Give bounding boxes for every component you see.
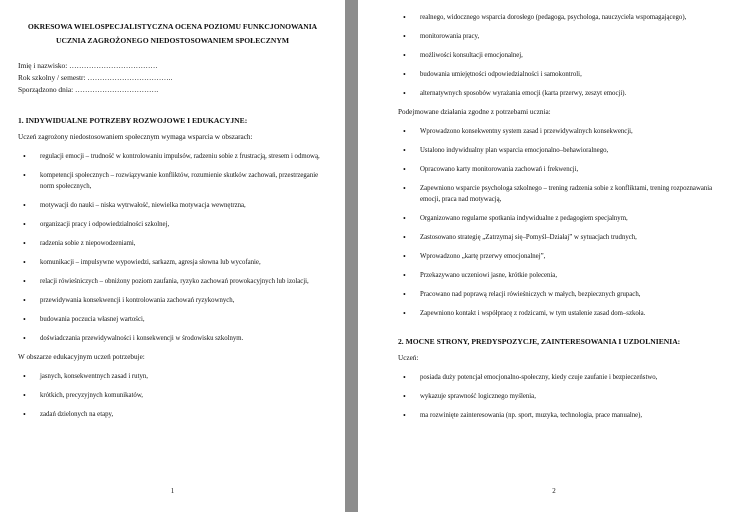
section-2-heading: 2. MOCNE STRONY, PREDYSPOZYCJE, ZAINTERESOWANIA I UZDOLNIENIA: [398,337,681,346]
needs-intro: Uczeń zagrożony niedostosowaniem społecznym wymaga wsparcia w obszarach: [18,133,253,141]
document-title: OKRESOWA WIELOSPECJALISTYCZNA OCENA POZIOMU FUNKCJONOWANIA UCZNIA ZAGROŻONEGO NIEDOSTOSOWANIEM SPOŁECZNYM [27,22,318,45]
list-item: • wykazuje sprawność logicznego myślenia, [398,391,730,402]
list-item: • kompetencji społecznych – rozwiązywanie konfliktów, rozumienie skutków zachowań, przestrzeganie norm społecznych, [18,170,327,192]
list-item: • ma rozwinięte zainteresowania (np. sport, muzyka, technologia, prace manualne), [398,410,730,421]
actions-intro: Podejmowane działania zgodne z potrzebami ucznia: [398,108,551,116]
list-item: • doświadczania przewidywalności i konsekwencji w środowisku szkolnym. [18,333,327,344]
list-item: • posiada duży potencjał emocjonalno-społeczny, kiedy czuje zaufanie i bezpieczeństwo, [398,372,730,383]
list-item: • krótkich, precyzyjnych komunikatów, [18,390,327,401]
continued-needs-list [398,12,730,99]
list-item: • alternatywnych sposobów wyrażania emocji (karta przerwy, zeszyt emocji). [398,88,730,99]
list-item: • Ustalono indywidualny plan wsparcia emocjonalno–behawioralnego, [398,145,730,156]
date-field: Sporządzono dnia: ……………………………. [18,85,159,94]
list-item: • motywacji do nauki – niska wytrwałość, niewielka motywacja wewnętrzna, [18,200,327,211]
page-number: 1 [170,487,175,495]
document-page-2 [358,0,750,512]
page-number: 2 [552,487,556,495]
list-item: • radzenia sobie z niepowodzeniami, [18,238,327,249]
list-item: • jasnych, konsekwentnych zasad i rutyn, [18,371,327,382]
strengths-intro: Uczeń: [398,354,419,362]
school-year-field: Rok szkolny / semestr: …………………………….. [18,73,173,82]
list-item: • budowania umiejętności odpowiedzialności i samokontroli, [398,69,730,80]
list-item: • realnego, widocznego wsparcia dorosłego (pedagoga, psychologa, nauczyciela wspomagającego), [398,12,730,23]
list-item: • Zapewniono kontakt i współpracę z rodzicami, w tym ustalenie zasad dom–szkoła. [398,308,730,319]
list-item: • przewidywania konsekwencji i kontrolowania zachowań ryzykownych, [18,295,327,306]
list-item: • relacji rówieśniczych – obniżony poziom zaufania, ryzyko zachowań prowokacyjnych lub izolacji, [18,276,327,287]
list-item: • komunikacji – impulsywne wypowiedzi, sarkazm, agresja słowna lub wycofanie, [18,257,327,268]
list-item: • Organizowano regularne spotkania indywidualne z pedagogiem specjalnym, [398,213,730,224]
list-item: • monitorowania pracy, [398,31,730,42]
needs-list [18,151,327,344]
list-item: • Zapewniono wsparcie psychologa szkolnego – trening radzenia sobie z konfliktami, trening rozpoznawania emocji, praca nad motywacją, [398,183,730,205]
actions-list [398,126,730,319]
list-item: • organizacji pracy i odpowiedzialności szkolnej, [18,219,327,230]
page-gap [345,0,358,512]
list-item: • Opracowano karty monitorowania zachowań i frekwencji, [398,164,730,175]
strengths-list [398,372,730,421]
section-1-heading: 1. INDYWIDUALNE POTRZEBY ROZWOJOWE I EDUKACYJNE: [18,116,248,125]
edu-needs-list [18,371,327,420]
document-page-1 [0,0,345,512]
list-item: • regulacji emocji – trudność w kontrolowaniu impulsów, radzeniu sobie z frustracją, stresem i odmową, [18,151,327,162]
list-item: • Pracowano nad poprawą relacji rówieśniczych w małych, bezpiecznych grupach, [398,289,730,300]
list-item: • budowania poczucia własnej wartości, [18,314,327,325]
name-field: Imię i nazwisko: ……………………………… [18,61,158,70]
list-item: • Zastosowano strategię „Zatrzymaj się–Pomyśl–Działaj” w sytuacjach trudnych, [398,232,730,243]
list-item: • Wprowadzono „kartę przerwy emocjonalnej”, [398,251,730,262]
edu-needs-intro: W obszarze edukacyjnym uczeń potrzebuje: [18,353,145,361]
list-item: • zadań dzielonych na etapy, [18,409,327,420]
list-item: • Przekazywano uczeniowi jasne, krótkie polecenia, [398,270,730,281]
list-item: • możliwości konsultacji emocjonalnej, [398,50,730,61]
list-item: • Wprowadzono konsekwentny system zasad i przewidywalnych konsekwencji, [398,126,730,137]
